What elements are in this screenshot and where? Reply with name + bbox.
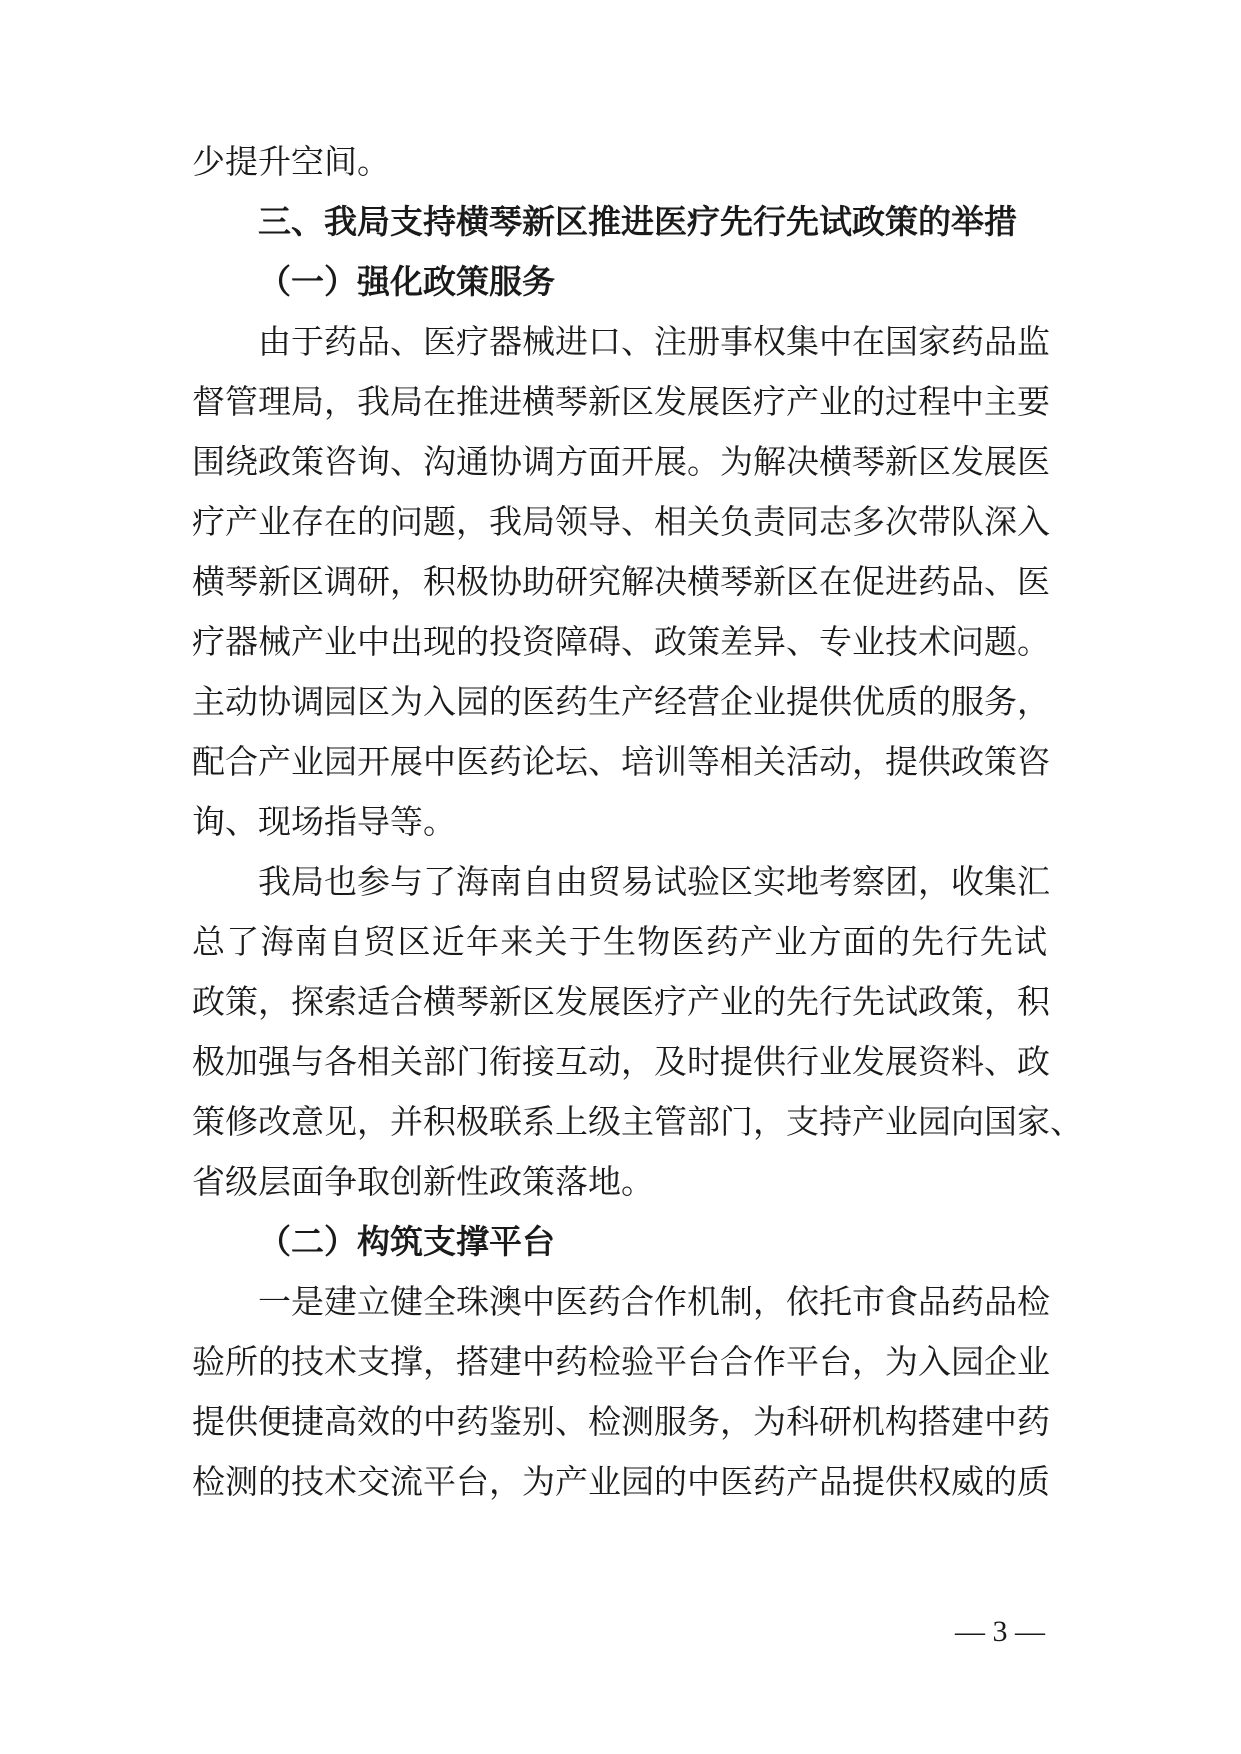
paragraph-line: 询、现场指导等。 <box>192 802 456 841</box>
paragraph-line: 政策，探索适合横琴新区发展医疗产业的先行先试政策，积 <box>192 982 1050 1021</box>
paragraph-line: 疗产业存在的问题，我局领导、相关负责同志多次带队深入 <box>192 502 1050 541</box>
paragraph-line: 验所的技术支撑，搭建中药检验平台合作平台，为入园企业 <box>192 1342 1050 1381</box>
paragraph-line: 我局也参与了海南自由贸易试验区实地考察团，收集汇 <box>258 862 1050 901</box>
paragraph-line: 极加强与各相关部门衔接互动，及时提供行业发展资料、政 <box>192 1042 1050 1081</box>
paragraph-line: 省级层面争取创新性政策落地。 <box>192 1162 654 1201</box>
page-number: — 3 — <box>955 1615 1045 1648</box>
paragraph-line: 疗器械产业中出现的投资障碍、政策差异、专业技术问题。 <box>192 622 1050 661</box>
paragraph-line: 配合产业园开展中医药论坛、培训等相关活动，提供政策咨 <box>192 742 1050 781</box>
paragraph-line: 主动协调园区为入园的医药生产经营企业提供优质的服务， <box>192 682 1050 721</box>
paragraph-line: 由于药品、医疗器械进口、注册事权集中在国家药品监 <box>258 322 1050 361</box>
paragraph-line: 围绕政策咨询、沟通协调方面开展。为解决横琴新区发展医 <box>192 442 1050 481</box>
paragraph-line: 督管理局，我局在推进横琴新区发展医疗产业的过程中主要 <box>192 382 1050 421</box>
paragraph-line: 检测的技术交流平台，为产业园的中医药产品提供权威的质 <box>192 1462 1050 1501</box>
paragraph-line: 提供便捷高效的中药鉴别、检测服务，为科研机构搭建中药 <box>192 1402 1050 1441</box>
subsection-heading: （二）构筑支撑平台 <box>258 1222 555 1261</box>
subsection-heading: （一）强化政策服务 <box>258 262 555 301</box>
paragraph-line: 一是建立健全珠澳中医药合作机制，依托市食品药品检 <box>258 1282 1050 1321</box>
paragraph-line: 横琴新区调研，积极协助研究解决横琴新区在促进药品、医 <box>192 562 1050 601</box>
paragraph-line: 总了海南自贸区近年来关于生物医药产业方面的先行先试 <box>192 922 1047 961</box>
paragraph-line: 策修改意见，并积极联系上级主管部门，支持产业园向国家、 <box>192 1102 1083 1141</box>
section-heading: 三、我局支持横琴新区推进医疗先行先试政策的举措 <box>258 202 1017 241</box>
paragraph-line: 少提升空间。 <box>192 142 390 181</box>
